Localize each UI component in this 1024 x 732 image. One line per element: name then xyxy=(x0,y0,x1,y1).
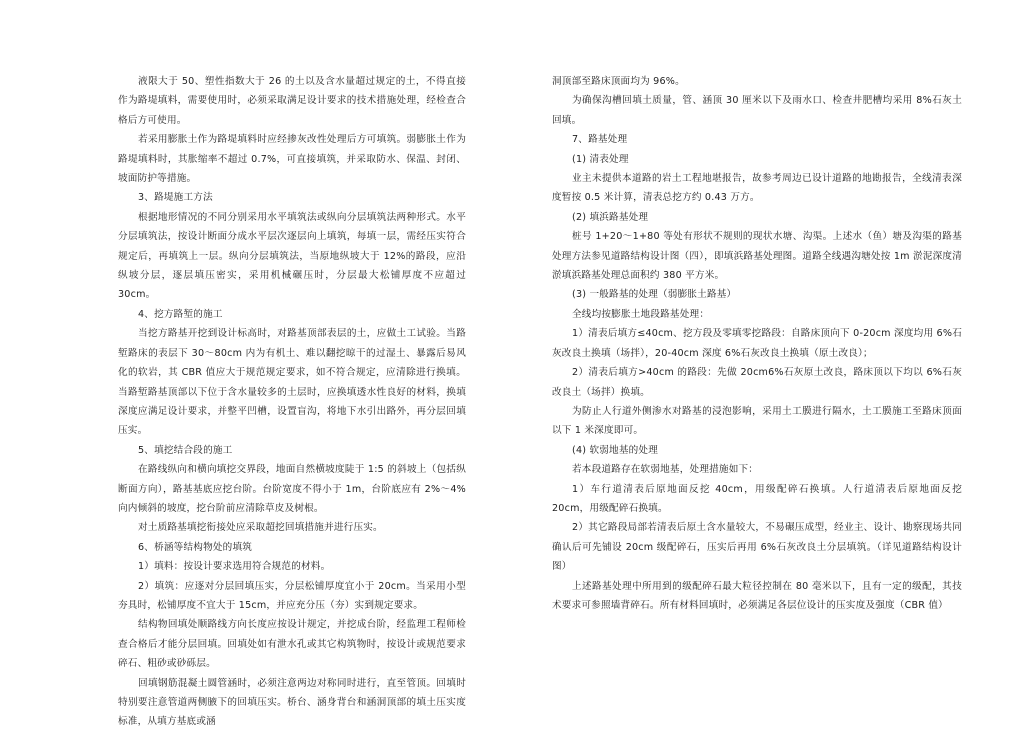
paragraph: 1）清表后填方≤40cm、挖方段及零填零挖路段：自路床顶向下 0-20cm 深度均用 6%石灰改良土换填（场拌），20-40cm 深度 6%石灰改良土换填（原土改良）； xyxy=(552,328,962,359)
paragraph: 若本段道路存在软弱地基，处理措施如下： xyxy=(572,464,759,476)
paragraph: 当挖方路基开挖到设计标高时，对路基顶部表层的土，应做土工试验。当路堑路床的表层下 30～80cm 内为有机土、难以翻挖晾干的过湿土、暴露后易风化的软岩，其 CBR 值应大于规范规定要求，如不符合规定，应清除进行换填。当路堑路基顶部以下位于含水量较多的土层时，应换填透水性良好的材料，换填深度应满足设计要求，并整平凹槽，设置盲沟，将地下水引出路外，再分层回填压实。 xyxy=(118,328,466,437)
paragraph: 对土质路基填挖衔接处应采取超挖回填措施并进行压实。 xyxy=(138,522,383,534)
paragraph: 2）清表后填方>40cm 的路段：先做 20cm6%石灰原土改良，路床顶以下均以 6%石灰改良土（场拌）换填。 xyxy=(552,367,962,398)
left-text-column xyxy=(118,72,466,732)
paragraph: 2）填筑：应逐对分层回填压实，分层松铺厚度宜小于 20cm。当采用小型夯具时，松铺厚度不宜大于 15cm，并应充分压（夯）实到规定要求。 xyxy=(118,580,466,611)
paragraph: 结构物回填处顺路线方向长度应按设计规定，并挖成台阶，经监理工程师检查合格后才能分层回填。回填处如有泄水孔或其它构筑物时，按设计或规范要求碎石、粗砂或砂砾层。 xyxy=(118,619,466,670)
paragraph: 2）其它路段局部若清表后原土含水量较大，不易碾压成型，经业主、设计、勘察现场共同确认后可先铺设 20cm 级配碎石，压实后再用 6%石灰改良土分层填筑。（详见道路结构设计图） xyxy=(552,522,962,573)
section-heading: 7、路基处理 xyxy=(572,134,628,146)
section-heading: (4) 软弱地基的处理 xyxy=(572,444,658,456)
section-heading: 3、路堤施工方法 xyxy=(138,192,213,204)
paragraph: 回填钢筋混凝土圆管涵时，必须注意两边对称同时进行，直至管顶。回填时特别要注意管道两侧腋下的回填压实。桥台、涵身背台和涵洞顶部的填土压实度标准，从填方基底或涵 xyxy=(118,677,466,728)
paragraph: 在路线纵向和横向填挖交界段，地面自然横坡度陡于 1:5 的斜坡上（包括纵断面方向），路基基底应挖台阶。台阶宽度不得小于 1m，台阶底应有 2%～4%向内倾斜的坡度，挖台阶前应清除草皮及树根。 xyxy=(118,464,466,514)
right-text-column xyxy=(552,72,962,615)
paragraph: 1）填料：按设计要求选用符合规范的材料。 xyxy=(138,561,331,573)
paragraph: 为防止人行道外侧渗水对路基的浸泡影响，采用土工膜进行隔水，土工膜施工至路床顶面以下 1 米深度即可。 xyxy=(552,405,962,437)
section-heading: (3) 一般路基的处理（弱膨胀土路基） xyxy=(572,289,737,301)
paragraph: 1）车行道清表后原地面反挖 40cm，用级配碎石换填。人行道清表后原地面反挖 20cm，用级配碎石换填。 xyxy=(552,483,962,514)
paragraph: 全线均按膨胀土地段路基处理： xyxy=(572,308,710,320)
paragraph: 根据地形情况的不同分别采用水平填筑法或纵向分层填筑法两种形式。水平分层填筑法，按设计断面分成水平层次逐层向上填筑，每填一层，需经压实符合规定后，再填筑上一层。纵向分层填筑法，当原地纵坡大于 12%的路段，应沿纵坡分层，逐层填压密实，采用机械碾压时，分层最大松铺厚度不应超过 30cm。 xyxy=(118,211,466,301)
section-heading: 6、桥涵等结构物处的填筑 xyxy=(138,541,253,553)
paragraph: 上述路基处理中所用到的级配碎石最大粒径控制在 80 毫米以下，且有一定的级配，其技术要求可参照墙背碎石。所有材料回填时，必须满足各层位设计的压实度及强度（CBR 值） xyxy=(552,580,962,611)
paragraph: 若采用膨胀土作为路堤填料时应经掺灰改性处理后方可填筑。弱膨胀土作为路堤填料时，其胀缩率不超过 0.7%，可直接填筑，并采取防水、保温、封闭、坡面防护等措施。 xyxy=(118,134,466,185)
section-heading: (1) 清表处理 xyxy=(572,153,629,165)
paragraph: 洞顶部至路床顶面均为 96%。 xyxy=(552,76,685,87)
paragraph: 桩号 1+20～1+80 等处有形状不规则的现状水塘、沟渠。上述水（鱼）塘及沟渠的路基处理方法参见道路结构设计图（四），即填浜路基处理图。道路全线遇沟塘处按 1m 淤泥深度清淤填浜路基处理总面积约 380 平方米。 xyxy=(552,231,962,282)
paragraph: 液限大于 50、塑性指数大于 26 的土以及含水量超过规定的土，不得直接作为路堤填料，需要使用时，必须采取满足设计要求的技术措施处理，经检查合格后方可使用。 xyxy=(118,76,466,126)
paragraph: 为确保沟槽回填土质量，管、涵顶 30 厘米以下及雨水口、检查井肥槽均采用 8%石灰土回填。 xyxy=(552,95,962,126)
section-heading: 4、挖方路堑的施工 xyxy=(138,308,223,320)
section-heading: (2) 填浜路基处理 xyxy=(572,211,649,223)
paragraph: 业主未提供本道路的岩土工程地堪报告，故参考周边已设计道路的地勘报告，全线清表深度暂按 0.5 米计算，清表总挖方约 0.43 万方。 xyxy=(552,173,962,204)
section-heading: 5、填挖结合段的施工 xyxy=(138,444,233,456)
